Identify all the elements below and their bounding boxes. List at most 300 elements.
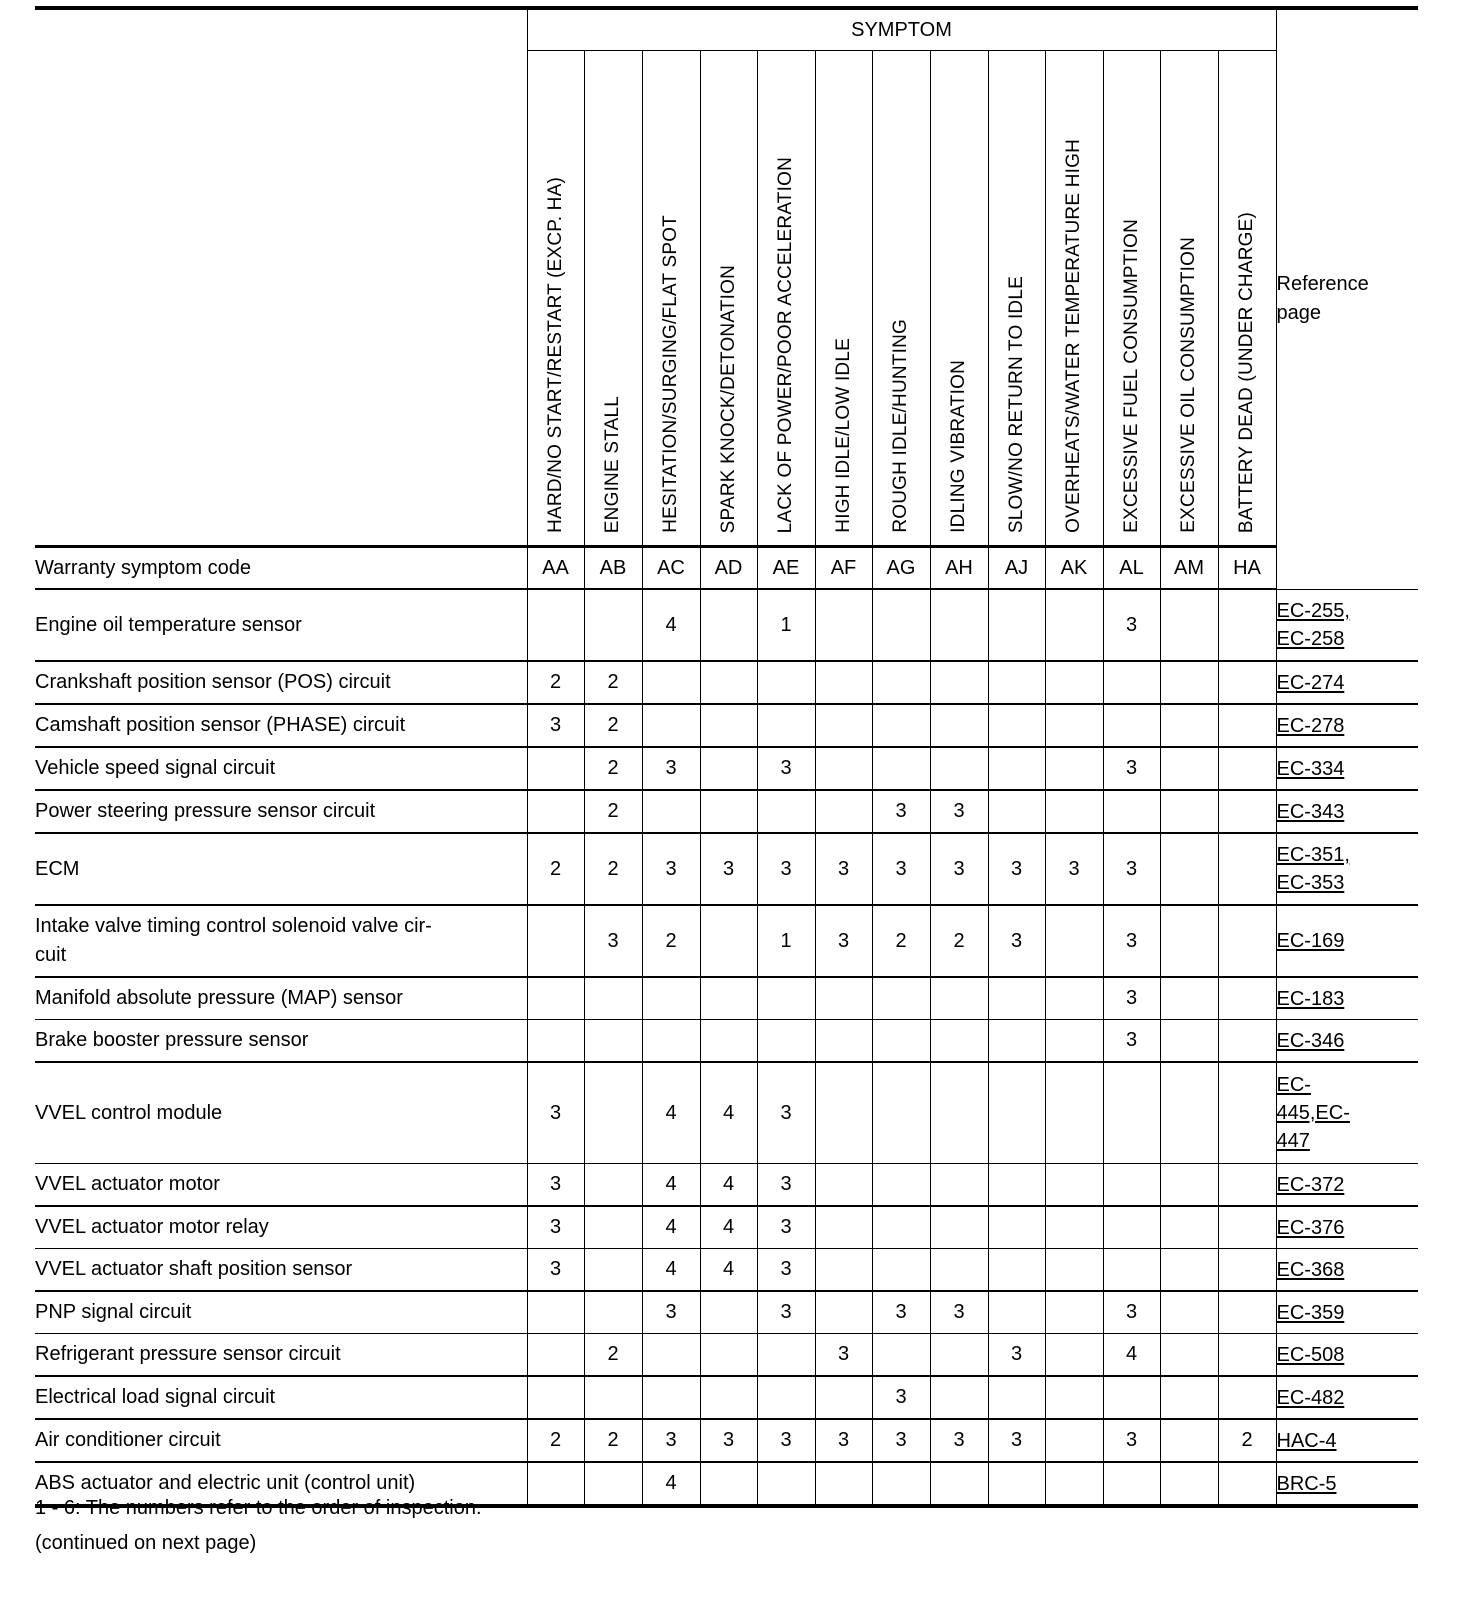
inspection-order-cell: 4 bbox=[700, 1206, 757, 1249]
inspection-order-cell bbox=[815, 1020, 872, 1063]
table-row bbox=[35, 790, 1418, 833]
symptom-name: BATTERY DEAD (UNDER CHARGE) bbox=[1236, 211, 1257, 533]
table-row bbox=[35, 1419, 1418, 1462]
inspection-order-cell: 3 bbox=[700, 833, 757, 905]
symptom-code: AJ bbox=[988, 547, 1045, 590]
inspection-order-cell bbox=[930, 1462, 988, 1506]
inspection-order-cell: 3 bbox=[757, 1419, 815, 1462]
component-label: Electrical load signal circuit bbox=[35, 1376, 527, 1419]
inspection-order-cell bbox=[1045, 790, 1103, 833]
inspection-order-cell: 3 bbox=[1103, 905, 1160, 977]
inspection-order-cell: 3 bbox=[1103, 977, 1160, 1020]
reference-page-cell bbox=[1276, 1334, 1418, 1377]
inspection-order-cell bbox=[872, 977, 930, 1020]
inspection-order-cell: 3 bbox=[815, 1334, 872, 1377]
inspection-order-cell bbox=[988, 1164, 1045, 1207]
inspection-order-cell bbox=[930, 747, 988, 790]
symptom-group-header: SYMPTOM bbox=[527, 8, 1276, 51]
component-label: Vehicle speed signal circuit bbox=[35, 747, 527, 790]
inspection-order-cell bbox=[1160, 747, 1218, 790]
inspection-order-cell bbox=[1160, 905, 1218, 977]
inspection-order-cell bbox=[1218, 833, 1276, 905]
inspection-order-cell bbox=[988, 1291, 1045, 1334]
inspection-order-cell bbox=[757, 1376, 815, 1419]
inspection-order-cell bbox=[930, 1376, 988, 1419]
inspection-order-cell: 3 bbox=[1103, 589, 1160, 661]
table-row bbox=[35, 1062, 1418, 1164]
reference-page-cell bbox=[1276, 1249, 1418, 1292]
symptom-code: AB bbox=[584, 547, 642, 590]
inspection-order-cell bbox=[872, 704, 930, 747]
component-label: Camshaft position sensor (PHASE) circuit bbox=[35, 704, 527, 747]
symptom-name: HIGH IDLE/LOW IDLE bbox=[832, 338, 854, 533]
reference-page-link[interactable]: EC-376 bbox=[1276, 1216, 1345, 1239]
inspection-order-cell: 2 bbox=[584, 704, 642, 747]
inspection-order-cell: 4 bbox=[642, 1164, 700, 1207]
inspection-order-cell bbox=[815, 589, 872, 661]
symptom-code: AL bbox=[1103, 547, 1160, 590]
component-label: ECM bbox=[35, 833, 527, 905]
inspection-order-cell: 4 bbox=[700, 1062, 757, 1164]
symptom-code: HA bbox=[1218, 547, 1276, 590]
inspection-order-cell: 3 bbox=[757, 1206, 815, 1249]
table-row bbox=[35, 905, 1418, 977]
inspection-order-cell bbox=[1045, 1291, 1103, 1334]
symptom-code: AE bbox=[757, 547, 815, 590]
inspection-order-cell bbox=[700, 905, 757, 977]
inspection-order-cell: 3 bbox=[757, 1062, 815, 1164]
inspection-order-cell bbox=[700, 977, 757, 1020]
inspection-order-cell: 3 bbox=[527, 1206, 584, 1249]
inspection-order-cell bbox=[1218, 1020, 1276, 1063]
table-row bbox=[35, 747, 1418, 790]
symptom-name: ENGINE STALL bbox=[602, 395, 623, 533]
inspection-order-cell bbox=[1045, 1249, 1103, 1292]
inspection-order-cell bbox=[584, 1291, 642, 1334]
inspection-order-cell bbox=[1160, 589, 1218, 661]
inspection-order-cell: 2 bbox=[584, 833, 642, 905]
warranty-code-row bbox=[35, 547, 1418, 590]
inspection-order-cell: 3 bbox=[527, 1062, 584, 1164]
table-row bbox=[35, 589, 1418, 661]
inspection-order-cell: 3 bbox=[988, 905, 1045, 977]
reference-page-link[interactable]: EC-508 bbox=[1276, 1343, 1345, 1366]
inspection-order-cell bbox=[815, 1249, 872, 1292]
inspection-order-cell: 4 bbox=[642, 1062, 700, 1164]
inspection-order-cell bbox=[988, 589, 1045, 661]
inspection-order-cell bbox=[700, 790, 757, 833]
inspection-order-cell bbox=[872, 747, 930, 790]
inspection-order-cell bbox=[872, 1462, 930, 1506]
reference-page-cell bbox=[1276, 747, 1418, 790]
symptom-code: AK bbox=[1045, 547, 1103, 590]
inspection-order-cell bbox=[527, 1376, 584, 1419]
inspection-order-cell: 3 bbox=[988, 1334, 1045, 1377]
reference-page-link[interactable]: EC-368 bbox=[1276, 1258, 1345, 1281]
inspection-order-cell bbox=[930, 1334, 988, 1377]
reference-page-cell bbox=[1276, 1376, 1418, 1419]
reference-page-link[interactable]: EC-183 bbox=[1276, 987, 1345, 1010]
inspection-order-cell: 3 bbox=[930, 1291, 988, 1334]
inspection-order-cell: 1 bbox=[757, 905, 815, 977]
reference-page-link[interactable]: 447 bbox=[1276, 1130, 1310, 1152]
inspection-order-cell bbox=[1160, 833, 1218, 905]
inspection-order-cell bbox=[1160, 1206, 1218, 1249]
inspection-order-cell bbox=[988, 977, 1045, 1020]
inspection-order-cell bbox=[700, 1462, 757, 1506]
reference-page-link[interactable]: EC-359 bbox=[1276, 1301, 1345, 1324]
inspection-order-cell bbox=[930, 1062, 988, 1164]
inspection-order-cell bbox=[1045, 589, 1103, 661]
inspection-order-cell: 3 bbox=[642, 1419, 700, 1462]
inspection-order-cell: 3 bbox=[757, 833, 815, 905]
inspection-order-cell bbox=[1103, 1376, 1160, 1419]
inspection-order-cell bbox=[1045, 1020, 1103, 1063]
reference-page-link[interactable]: EC-372 bbox=[1276, 1173, 1345, 1196]
inspection-order-cell bbox=[584, 1164, 642, 1207]
table-row bbox=[35, 661, 1418, 704]
reference-page-cell bbox=[1276, 1206, 1418, 1249]
inspection-order-cell: 3 bbox=[988, 1419, 1045, 1462]
component-label: Intake valve timing control solenoid valve cir- cuit bbox=[35, 905, 527, 977]
reference-page-link[interactable]: BRC-5 bbox=[1276, 1472, 1337, 1495]
inspection-order-cell: 3 bbox=[1045, 833, 1103, 905]
inspection-order-cell bbox=[584, 1206, 642, 1249]
inspection-order-cell: 2 bbox=[930, 905, 988, 977]
reference-page-cell bbox=[1276, 704, 1418, 747]
inspection-order-cell: 2 bbox=[584, 747, 642, 790]
inspection-order-cell bbox=[930, 1206, 988, 1249]
inspection-order-cell: 2 bbox=[872, 905, 930, 977]
inspection-order-cell: 3 bbox=[815, 1419, 872, 1462]
inspection-order-cell bbox=[700, 1020, 757, 1063]
inspection-order-cell: 3 bbox=[1103, 1419, 1160, 1462]
inspection-order-cell bbox=[988, 1062, 1045, 1164]
inspection-order-cell bbox=[584, 589, 642, 661]
inspection-order-cell bbox=[1045, 1062, 1103, 1164]
symptom-column-header bbox=[930, 51, 988, 547]
inspection-order-cell bbox=[1160, 1462, 1218, 1506]
inspection-order-cell bbox=[930, 589, 988, 661]
inspection-order-cell bbox=[815, 704, 872, 747]
inspection-order-cell bbox=[815, 1062, 872, 1164]
inspection-order-cell bbox=[872, 1020, 930, 1063]
inspection-order-cell bbox=[1160, 1020, 1218, 1063]
inspection-order-cell: 3 bbox=[757, 1249, 815, 1292]
component-label: Refrigerant pressure sensor circuit bbox=[35, 1334, 527, 1377]
symptom-column-header bbox=[1103, 51, 1160, 547]
symptom-name: OVERHEATS/WATER TEMPERATURE HIGH bbox=[1063, 139, 1084, 533]
table-row bbox=[35, 1376, 1418, 1419]
component-label: ABS actuator and electric unit (control unit) bbox=[35, 1462, 527, 1506]
inspection-order-cell bbox=[988, 1020, 1045, 1063]
component-label: Air conditioner circuit bbox=[35, 1419, 527, 1462]
inspection-order-cell bbox=[1160, 977, 1218, 1020]
inspection-order-cell bbox=[1045, 1206, 1103, 1249]
reference-page-link[interactable]: EC-351, bbox=[1276, 844, 1350, 866]
inspection-order-cell: 4 bbox=[700, 1249, 757, 1292]
inspection-order-cell bbox=[642, 1334, 700, 1377]
inspection-order-cell bbox=[642, 704, 700, 747]
inspection-order-cell: 2 bbox=[584, 1419, 642, 1462]
inspection-order-cell bbox=[584, 1249, 642, 1292]
inspection-order-cell bbox=[1218, 661, 1276, 704]
inspection-order-cell bbox=[1218, 1164, 1276, 1207]
inspection-order-cell bbox=[527, 1020, 584, 1063]
inspection-order-cell bbox=[930, 704, 988, 747]
inspection-order-cell bbox=[930, 977, 988, 1020]
inspection-order-cell: 3 bbox=[872, 833, 930, 905]
inspection-order-cell bbox=[988, 1462, 1045, 1506]
reference-page-cell bbox=[1276, 1462, 1418, 1506]
inspection-order-cell: 3 bbox=[527, 1249, 584, 1292]
inspection-order-cell bbox=[1160, 790, 1218, 833]
inspection-order-cell bbox=[1160, 1376, 1218, 1419]
inspection-order-cell bbox=[642, 1376, 700, 1419]
symptom-code: AG bbox=[872, 547, 930, 590]
inspection-order-cell bbox=[1160, 1249, 1218, 1292]
inspection-order-cell bbox=[1103, 1164, 1160, 1207]
inspection-order-cell: 3 bbox=[815, 905, 872, 977]
symptom-name: HESITATION/SURGING/FLAT SPOT bbox=[660, 215, 681, 533]
inspection-order-cell: 2 bbox=[584, 661, 642, 704]
inspection-order-cell bbox=[988, 790, 1045, 833]
component-label: PNP signal circuit bbox=[35, 1291, 527, 1334]
inspection-order-cell bbox=[700, 589, 757, 661]
inspection-order-cell: 3 bbox=[757, 1164, 815, 1207]
symptom-column-header bbox=[527, 51, 584, 547]
inspection-order-cell bbox=[584, 1020, 642, 1063]
inspection-order-cell bbox=[988, 661, 1045, 704]
inspection-order-cell: 3 bbox=[1103, 833, 1160, 905]
inspection-order-cell bbox=[815, 1462, 872, 1506]
inspection-order-cell: 3 bbox=[584, 905, 642, 977]
inspection-order-cell: 3 bbox=[930, 790, 988, 833]
inspection-order-cell bbox=[1218, 1462, 1276, 1506]
inspection-order-cell bbox=[1218, 905, 1276, 977]
reference-page-link[interactable]: EC-334 bbox=[1276, 757, 1345, 780]
inspection-order-cell: 4 bbox=[700, 1164, 757, 1207]
symptom-column-header bbox=[1160, 51, 1218, 547]
inspection-order-cell bbox=[815, 1206, 872, 1249]
inspection-order-cell bbox=[757, 704, 815, 747]
reference-page-link[interactable]: 445,EC- bbox=[1276, 1102, 1350, 1124]
inspection-order-cell: 1 bbox=[757, 589, 815, 661]
symptom-code: AM bbox=[1160, 547, 1218, 590]
continued-footnote: (continued on next page) bbox=[35, 1532, 257, 1554]
inspection-order-cell bbox=[757, 661, 815, 704]
symptom-name: SPARK KNOCK/DETONATION bbox=[717, 264, 739, 533]
inspection-order-cell bbox=[1160, 1291, 1218, 1334]
table-corner bbox=[35, 8, 527, 547]
inspection-order-cell bbox=[584, 977, 642, 1020]
symptom-column-header bbox=[815, 51, 872, 547]
inspection-order-cell bbox=[1045, 704, 1103, 747]
reference-page-cell bbox=[1276, 1020, 1418, 1063]
inspection-order-cell bbox=[872, 661, 930, 704]
reference-page-link[interactable]: EC-169 bbox=[1276, 930, 1345, 952]
inspection-order-cell bbox=[1103, 1249, 1160, 1292]
inspection-order-cell bbox=[1218, 1291, 1276, 1334]
reference-page-header: Reference page bbox=[1276, 8, 1418, 589]
inspection-order-cell: 3 bbox=[700, 1419, 757, 1462]
inspection-order-cell bbox=[815, 1291, 872, 1334]
inspection-order-cell bbox=[815, 790, 872, 833]
inspection-order-cell bbox=[700, 747, 757, 790]
reference-page-link[interactable]: HAC-4 bbox=[1276, 1429, 1337, 1452]
inspection-order-cell bbox=[872, 1164, 930, 1207]
inspection-order-cell bbox=[988, 747, 1045, 790]
inspection-order-cell bbox=[527, 747, 584, 790]
inspection-order-cell: 2 bbox=[527, 1419, 584, 1462]
inspection-order-cell bbox=[584, 1376, 642, 1419]
inspection-order-cell: 4 bbox=[642, 1206, 700, 1249]
inspection-order-cell bbox=[527, 790, 584, 833]
inspection-order-cell: 3 bbox=[757, 747, 815, 790]
inspection-order-cell bbox=[815, 1376, 872, 1419]
inspection-order-cell bbox=[872, 1206, 930, 1249]
inspection-order-cell: 3 bbox=[930, 833, 988, 905]
inspection-order-cell bbox=[872, 1334, 930, 1377]
inspection-order-cell: 2 bbox=[584, 1334, 642, 1377]
order-footnote: 1 - 6: The numbers refer to the order of inspection. bbox=[35, 1497, 482, 1519]
inspection-order-cell bbox=[584, 1462, 642, 1506]
inspection-order-cell bbox=[1045, 747, 1103, 790]
inspection-order-cell: 3 bbox=[988, 833, 1045, 905]
inspection-order-cell bbox=[527, 1462, 584, 1506]
component-label: Engine oil temperature sensor bbox=[35, 589, 527, 661]
symptom-name: EXCESSIVE FUEL CONSUMPTION bbox=[1120, 219, 1142, 533]
inspection-order-cell bbox=[1045, 1419, 1103, 1462]
reference-page-link[interactable]: EC-353 bbox=[1276, 872, 1345, 894]
table-row bbox=[35, 1164, 1418, 1207]
inspection-order-cell bbox=[1103, 661, 1160, 704]
inspection-order-cell bbox=[642, 1020, 700, 1063]
inspection-order-cell: 3 bbox=[872, 1291, 930, 1334]
inspection-order-cell bbox=[815, 661, 872, 704]
component-label: VVEL actuator shaft position sensor bbox=[35, 1249, 527, 1292]
inspection-order-cell bbox=[700, 1291, 757, 1334]
inspection-order-cell bbox=[1218, 1334, 1276, 1377]
warranty-code-label: Warranty symptom code bbox=[35, 547, 527, 590]
inspection-order-cell bbox=[1103, 1062, 1160, 1164]
inspection-order-cell bbox=[527, 1334, 584, 1377]
symptom-name: EXCESSIVE OIL CONSUMPTION bbox=[1178, 237, 1199, 533]
symptom-code: AC bbox=[642, 547, 700, 590]
inspection-order-cell bbox=[930, 1164, 988, 1207]
reference-page-cell bbox=[1276, 1291, 1418, 1334]
reference-page-link[interactable]: EC-274 bbox=[1276, 671, 1345, 694]
inspection-order-cell bbox=[527, 905, 584, 977]
inspection-order-cell bbox=[700, 661, 757, 704]
reference-page-link[interactable]: EC-343 bbox=[1276, 800, 1345, 823]
component-label: Brake booster pressure sensor bbox=[35, 1020, 527, 1063]
inspection-order-cell bbox=[1160, 704, 1218, 747]
inspection-order-cell bbox=[988, 1249, 1045, 1292]
table-row bbox=[35, 1206, 1418, 1249]
inspection-order-cell bbox=[1218, 1206, 1276, 1249]
inspection-order-cell: 2 bbox=[527, 833, 584, 905]
inspection-order-cell bbox=[757, 1462, 815, 1506]
reference-page-cell bbox=[1276, 1062, 1418, 1164]
inspection-order-cell bbox=[1045, 905, 1103, 977]
table-body bbox=[35, 589, 1418, 1506]
symptom-code: AH bbox=[930, 547, 988, 590]
reference-page-link[interactable]: EC-255, bbox=[1276, 599, 1350, 622]
inspection-order-cell: 3 bbox=[642, 1291, 700, 1334]
reference-page-link[interactable]: EC-258 bbox=[1276, 627, 1345, 650]
symptom-name: ROUGH IDLE/HUNTING bbox=[890, 319, 911, 533]
symptom-column-header bbox=[584, 51, 642, 547]
inspection-order-cell: 3 bbox=[815, 833, 872, 905]
inspection-order-cell: 3 bbox=[1103, 747, 1160, 790]
symptom-name: SLOW/NO RETURN TO IDLE bbox=[1005, 275, 1027, 533]
component-label: Manifold absolute pressure (MAP) sensor bbox=[35, 977, 527, 1020]
inspection-order-cell: 3 bbox=[872, 1419, 930, 1462]
table-row bbox=[35, 1334, 1418, 1377]
inspection-order-cell: 4 bbox=[1103, 1334, 1160, 1377]
inspection-order-cell bbox=[872, 1249, 930, 1292]
inspection-order-cell bbox=[988, 1206, 1045, 1249]
component-label: VVEL actuator motor bbox=[35, 1164, 527, 1207]
symptom-matrix-table bbox=[35, 6, 1418, 1508]
symptom-column-header bbox=[757, 51, 815, 547]
symptom-name: LACK OF POWER/POOR ACCELERATION bbox=[775, 156, 796, 533]
inspection-order-cell bbox=[1045, 1376, 1103, 1419]
inspection-order-cell bbox=[1218, 1376, 1276, 1419]
inspection-order-cell: 4 bbox=[642, 589, 700, 661]
component-label: VVEL control module bbox=[35, 1062, 527, 1164]
inspection-order-cell bbox=[872, 589, 930, 661]
inspection-order-cell bbox=[1218, 790, 1276, 833]
component-label: Crankshaft position sensor (POS) circuit bbox=[35, 661, 527, 704]
reference-page-cell bbox=[1276, 1164, 1418, 1207]
reference-page-link[interactable]: EC-346 bbox=[1276, 1029, 1345, 1052]
inspection-order-cell: 3 bbox=[527, 1164, 584, 1207]
reference-page-link[interactable]: EC-482 bbox=[1276, 1386, 1345, 1409]
reference-page-link[interactable]: EC- bbox=[1276, 1074, 1311, 1096]
table-row bbox=[35, 704, 1418, 747]
inspection-order-cell bbox=[757, 1020, 815, 1063]
inspection-order-cell: 3 bbox=[872, 1376, 930, 1419]
inspection-order-cell bbox=[1218, 1249, 1276, 1292]
symptom-code: AD bbox=[700, 547, 757, 590]
inspection-order-cell bbox=[930, 1249, 988, 1292]
inspection-order-cell: 4 bbox=[642, 1249, 700, 1292]
inspection-order-cell bbox=[1160, 1334, 1218, 1377]
inspection-order-cell bbox=[1045, 1462, 1103, 1506]
inspection-order-cell bbox=[1103, 1206, 1160, 1249]
inspection-order-cell bbox=[930, 661, 988, 704]
inspection-order-cell bbox=[1103, 1462, 1160, 1506]
symptom-code: AF bbox=[815, 547, 872, 590]
table-row bbox=[35, 833, 1418, 905]
reference-page-link[interactable]: EC-278 bbox=[1276, 714, 1345, 737]
inspection-order-cell: 2 bbox=[1218, 1419, 1276, 1462]
inspection-order-cell bbox=[642, 661, 700, 704]
inspection-order-cell bbox=[1160, 1164, 1218, 1207]
inspection-order-cell bbox=[700, 704, 757, 747]
inspection-order-cell: 2 bbox=[584, 790, 642, 833]
symptom-column-header bbox=[642, 51, 700, 547]
inspection-order-cell bbox=[1045, 1164, 1103, 1207]
inspection-order-cell bbox=[584, 1062, 642, 1164]
inspection-order-cell bbox=[1160, 1062, 1218, 1164]
inspection-order-cell bbox=[872, 1062, 930, 1164]
inspection-order-cell bbox=[700, 1376, 757, 1419]
reference-page-cell bbox=[1276, 661, 1418, 704]
reference-page-cell bbox=[1276, 833, 1418, 905]
